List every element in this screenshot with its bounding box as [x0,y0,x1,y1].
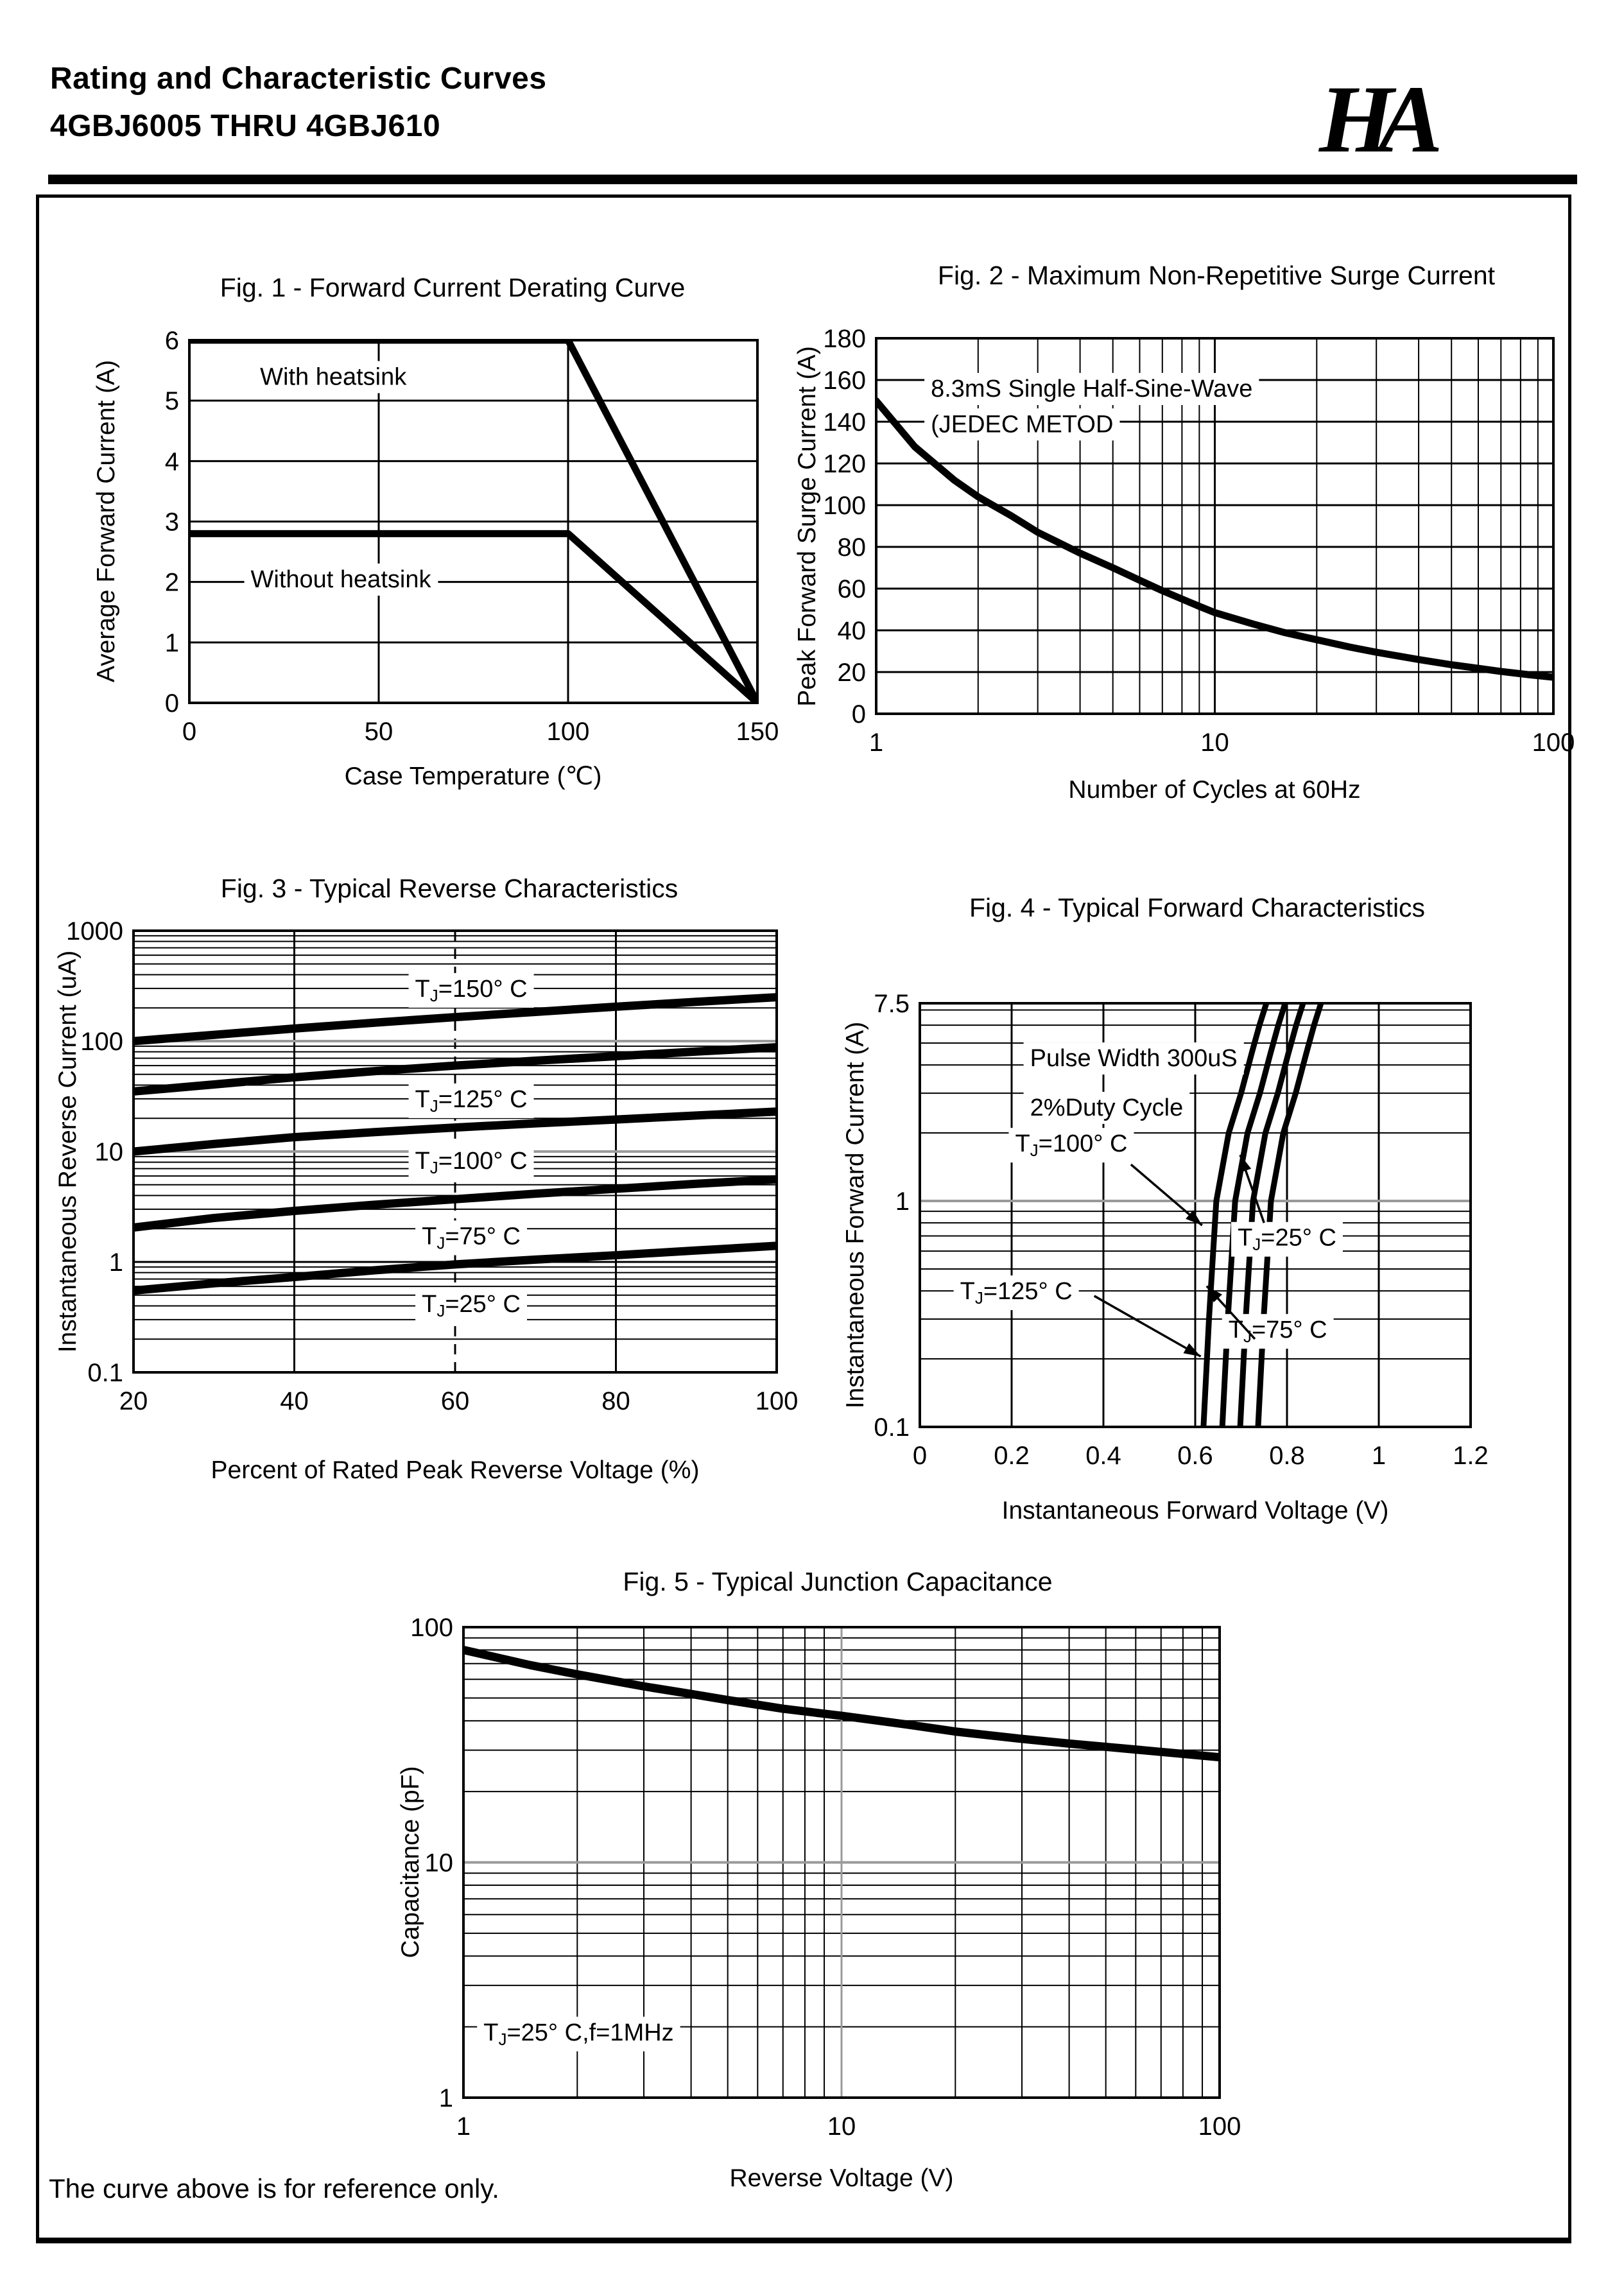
fig3-chart [54,874,798,1484]
fig2-label: 8.3mS Single Half-Sine-Wave [931,375,1253,402]
fig2-label: (JEDEC METOD [931,411,1114,438]
fig3-label: TJ=100° C [415,1147,528,1177]
fig1-ylabel: Average Forward Current (A) [92,359,120,683]
fig3-xtick: 80 [601,1387,630,1415]
fig2-ylabel: Peak Forward Surge Current (A) [793,346,821,707]
page-title-line1: Rating and Characteristic Curves [50,62,547,96]
fig1-series-without-heatsink [189,533,757,703]
fig2-ytick: 180 [823,325,866,353]
fig1-label: Without heatsink [250,565,431,593]
fig2-ytick: 160 [823,367,866,395]
fig3-xtick: 60 [440,1387,470,1415]
fig4-xtick: 0.6 [1177,1442,1213,1470]
fig5-label: TJ=25° C,f=1MHz [483,2019,674,2049]
fig2-ytick: 80 [837,533,866,562]
fig2-xtick: 100 [1532,729,1575,757]
reference-note: The curve above is for reference only. [49,2173,499,2204]
fig1-xtick: 150 [736,718,779,746]
fig4-xtick: 0.4 [1085,1442,1121,1470]
fig3-xtick: 20 [119,1387,148,1415]
fig1-xtick: 100 [546,718,590,746]
fig2-ytick: 40 [837,617,866,645]
fig5-xtick: 100 [1198,2112,1241,2141]
fig4-chart [842,893,1489,1524]
fig3-xtick: 40 [280,1387,309,1415]
fig4-ylabel: Instantaneous Forward Current (A) [842,1021,869,1409]
fig3-ylabel: Instantaneous Reverse Current (uA) [54,950,82,1353]
fig2-ytick: 140 [823,408,866,436]
fig4-xlabel: Instantaneous Forward Voltage (V) [1001,1497,1389,1524]
fig4-label: 2%Duty Cycle [1030,1094,1184,1121]
fig4-ytick: 7.5 [874,990,910,1018]
fig1-xlabel: Case Temperature (℃) [344,763,602,790]
fig1-ytick: 4 [164,447,179,476]
fig1-label: With heatsink [260,363,407,391]
fig3-title: Fig. 3 - Typical Reverse Characteristics [220,874,678,903]
fig2-ytick: 0 [851,700,866,729]
fig4-xtick: 0.8 [1269,1442,1305,1470]
fig3-ytick: 1 [108,1248,123,1277]
fig3-label: TJ=75° C [422,1223,521,1253]
fig1-ytick: 6 [164,327,179,355]
fig2-xlabel: Number of Cycles at 60Hz [1068,776,1361,804]
fig2-ytick: 120 [823,450,866,478]
fig3-label: TJ=150° C [415,975,528,1005]
fig5-ylabel: Capacitance (pF) [397,1766,424,1958]
fig4-title: Fig. 4 - Typical Forward Characteristics [969,893,1426,922]
fig5-title: Fig. 5 - Typical Junction Capacitance [623,1567,1053,1596]
fig2-xtick: 10 [1200,729,1229,757]
fig1-chart [92,273,779,790]
fig1-xtick: 0 [182,718,197,746]
fig4-xtick: 1 [1371,1442,1386,1470]
fig5-chart [397,1567,1241,2192]
fig5-ytick: 100 [410,1614,453,1642]
fig4-xtick: 0 [912,1442,928,1470]
fig1-ytick: 5 [164,387,179,416]
page-title-line2: 4GBJ6005 THRU 4GBJ610 [50,109,441,143]
fig2-chart [793,261,1575,804]
fig5-xtick: 10 [827,2112,856,2141]
fig4-xtick: 0.2 [994,1442,1030,1470]
fig4-ytick: 0.1 [874,1413,910,1442]
fig2-xtick: 1 [868,729,884,757]
fig3-label: TJ=25° C [422,1290,521,1320]
fig1-ytick: 2 [164,568,179,597]
fig3-xtick: 100 [755,1387,799,1415]
fig5-ytick: 1 [438,2084,453,2112]
fig4-xtick: 1.2 [1453,1442,1489,1470]
fig3-xlabel: Percent of Rated Peak Reverse Voltage (%) [211,1456,700,1484]
fig2-ytick: 100 [823,492,866,520]
fig3-ytick: 0.1 [87,1359,123,1387]
fig3-ytick: 10 [94,1138,123,1166]
fig4-label: TJ=25° C [1238,1224,1336,1254]
fig4-label: TJ=125° C [960,1278,1073,1308]
fig5-xtick: 1 [456,2112,471,2141]
fig1-ytick: 3 [164,508,179,537]
fig4-label: Pulse Width 300uS [1030,1045,1238,1073]
fig3-ytick: 100 [80,1028,123,1056]
fig4-label: TJ=100° C [1015,1130,1128,1161]
fig1-xtick: 50 [364,718,393,746]
fig3-ytick: 1000 [66,917,123,945]
fig4-ytick: 1 [895,1187,910,1216]
fig2-title: Fig. 2 - Maximum Non-Repetitive Surge Current [937,261,1496,290]
brand-logo: HA [1319,66,1428,173]
fig1-title: Fig. 1 - Forward Current Derating Curve [220,273,686,302]
fig3-label: TJ=125° C [415,1085,528,1116]
fig1-ytick: 1 [164,628,179,657]
fig5-ytick: 10 [424,1849,453,1877]
fig1-ytick: 0 [164,689,179,718]
fig2-ytick: 20 [837,659,866,687]
fig5-xlabel: Reverse Voltage (V) [729,2164,954,2192]
fig4-label: TJ=75° C [1228,1316,1327,1347]
fig2-ytick: 60 [837,575,866,603]
